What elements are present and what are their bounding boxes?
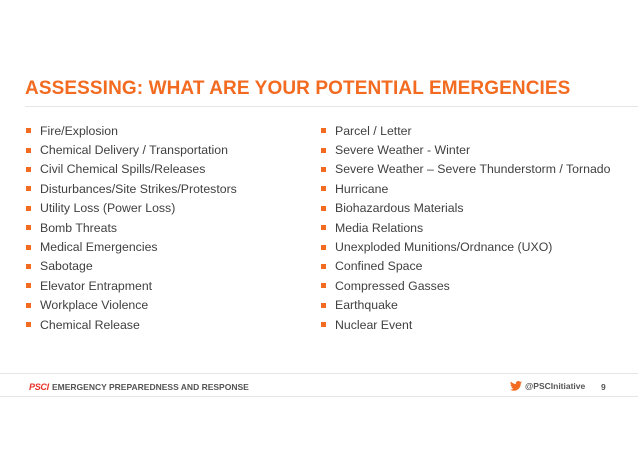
- bullet-icon: [26, 245, 31, 250]
- bullet-icon: [26, 148, 31, 153]
- psci-logo: PSCI: [29, 382, 49, 392]
- list-item: [26, 160, 237, 179]
- list-item: [321, 140, 610, 159]
- bullet-icon: [321, 283, 326, 288]
- list-item-text: Fire/Explosion: [40, 123, 118, 138]
- right-list: [321, 121, 610, 334]
- page-number: 9: [601, 382, 606, 392]
- bullet-icon: [321, 206, 326, 211]
- list-item: [26, 199, 237, 218]
- bullet-icon: [26, 303, 31, 308]
- bullet-icon: [26, 322, 31, 327]
- list-item: [321, 257, 610, 276]
- bullet-icon: [321, 148, 326, 153]
- list-item-text: Parcel / Letter: [335, 123, 412, 138]
- bullet-icon: [321, 186, 326, 191]
- bullet-icon: [321, 264, 326, 269]
- list-item-text: Media Relations: [335, 220, 424, 235]
- list-item: [321, 296, 610, 315]
- title-divider: [25, 106, 638, 107]
- bullet-icon: [26, 128, 31, 133]
- list-item: [26, 179, 237, 198]
- list-item-text: Biohazardous Materials: [335, 201, 464, 216]
- list-item-text: Confined Space: [335, 259, 423, 274]
- list-item: [321, 179, 610, 198]
- list-item: [321, 160, 610, 179]
- left-list: [26, 121, 237, 334]
- bullet-icon: [321, 225, 326, 230]
- list-item: [321, 199, 610, 218]
- bullet-icon: [321, 128, 326, 133]
- list-item: [26, 218, 237, 237]
- list-item-text: Nuclear Event: [335, 317, 413, 332]
- list-item: [26, 315, 237, 334]
- list-item: [26, 257, 237, 276]
- bullet-icon: [321, 245, 326, 250]
- list-item: [321, 237, 610, 256]
- list-item-text: Sabotage: [40, 259, 93, 274]
- bullet-icon: [26, 225, 31, 230]
- list-item-text: Bomb Threats: [40, 220, 118, 235]
- list-item: [321, 218, 610, 237]
- bullet-icon: [26, 264, 31, 269]
- bullet-icon: [26, 167, 31, 172]
- list-item-text: Chemical Release: [40, 317, 140, 332]
- list-item-text: Compressed Gasses: [335, 278, 450, 293]
- list-item-text: Earthquake: [335, 298, 398, 313]
- handle-text: @PSCInitiative: [525, 381, 586, 391]
- bullet-icon: [321, 167, 326, 172]
- list-item-text: Elevator Entrapment: [40, 278, 153, 293]
- list-item: [26, 140, 237, 159]
- list-item-text: Severe Weather – Severe Thunderstorm / Tornado: [335, 162, 611, 177]
- list-item-text: Disturbances/Site Strikes/Protestors: [40, 181, 237, 196]
- bullet-icon: [26, 186, 31, 191]
- bullet-icon: [26, 283, 31, 288]
- list-item-text: Workplace Violence: [40, 298, 149, 313]
- list-item-text: Chemical Delivery / Transportation: [40, 143, 228, 158]
- list-item-text: Unexploded Munitions/Ordnance (UXO): [335, 240, 553, 255]
- list-item: [26, 121, 237, 140]
- bullet-icon: [321, 322, 326, 327]
- bullet-icon: [321, 303, 326, 308]
- list-item: [321, 121, 610, 140]
- list-item-text: Medical Emergencies: [40, 240, 158, 255]
- list-item-text: Utility Loss (Power Loss): [40, 201, 176, 216]
- twitter-bird-icon: [510, 381, 522, 391]
- footer-title: EMERGENCY PREPAREDNESS AND RESPONSE: [52, 382, 249, 392]
- list-item: [26, 237, 237, 256]
- social-handle[interactable]: [510, 381, 585, 391]
- bullet-icon: [26, 206, 31, 211]
- list-item: [26, 296, 237, 315]
- list-item: [321, 276, 610, 295]
- list-item: [321, 315, 610, 334]
- list-item-text: Severe Weather - Winter: [335, 143, 471, 158]
- list-item-text: Hurricane: [335, 181, 389, 196]
- slide-title: ASSESSING: WHAT ARE YOUR POTENTIAL EMERGENCIES: [25, 78, 571, 99]
- list-item: [26, 276, 237, 295]
- list-item-text: Civil Chemical Spills/Releases: [40, 162, 206, 177]
